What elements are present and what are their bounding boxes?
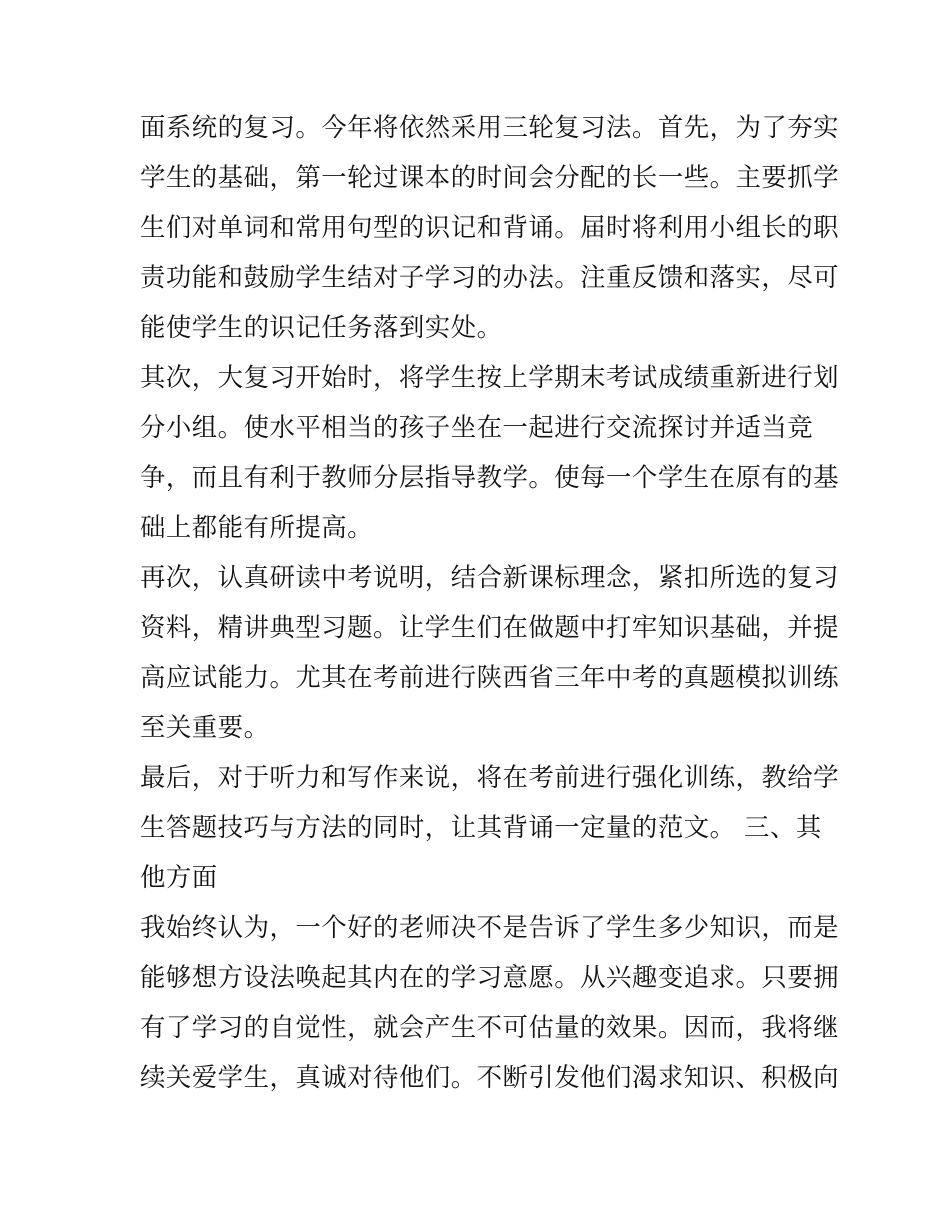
text-line: 能使学生的识记任务落到实处。 [140,312,503,342]
text-line: 他方面 [140,862,218,892]
paragraph-teaching-philosophy [140,902,840,1102]
paragraph-review-plan [140,102,840,352]
text-line: 争，而且有利于教师分层指导教学。使每一个学生在原有的基 [140,462,840,492]
text-line: 至关重要。 [140,712,270,742]
text-line: 面系统的复习。今年将依然采用三轮复习法。首先，为了夯实 [140,112,840,142]
text-line: 有了学习的自觉性，就会产生不可估量的效果。因而，我将继 [140,1012,840,1042]
text-line: 生们对单词和常用句型的识记和背诵。届时将利用小组长的职 [140,212,840,242]
text-line: 础上都能有所提高。 [140,512,374,542]
text-line: 我始终认为，一个好的老师决不是告诉了学生多少知识，而是 [140,912,840,942]
text-line: 生答题技巧与方法的同时，让其背诵一定量的范文。 三、其 [140,812,822,842]
text-line: 高应试能力。尤其在考前进行陕西省三年中考的真题模拟训练 [140,662,840,692]
text-line: 责功能和鼓励学生结对子学习的办法。注重反馈和落实，尽可 [140,262,840,292]
text-line: 学生的基础，第一轮过课本的时间会分配的长一些。主要抓学 [140,162,840,192]
text-line: 再次，认真研读中考说明，结合新课标理念，紧扣所选的复习 [140,562,840,592]
document-body [140,102,840,1102]
text-line: 资料，精讲典型习题。让学生们在做题中打牢知识基础，并提 [140,612,840,642]
text-line: 其次，大复习开始时，将学生按上学期末考试成绩重新进行划 [140,362,840,392]
text-line: 分小组。使水平相当的孩子坐在一起进行交流探讨并适当竞 [140,412,814,442]
paragraph-listening-writing [140,752,840,902]
paragraph-exam-study [140,552,840,752]
text-line: 最后，对于听力和写作来说，将在考前进行强化训练，教给学 [140,762,840,792]
text-line: 续关爱学生，真诚对待他们。不断引发他们渴求知识、积极向 [140,1062,840,1092]
text-line: 能够想方设法唤起其内在的学习意愿。从兴趣变追求。只要拥 [140,962,840,992]
paragraph-regrouping [140,352,840,552]
